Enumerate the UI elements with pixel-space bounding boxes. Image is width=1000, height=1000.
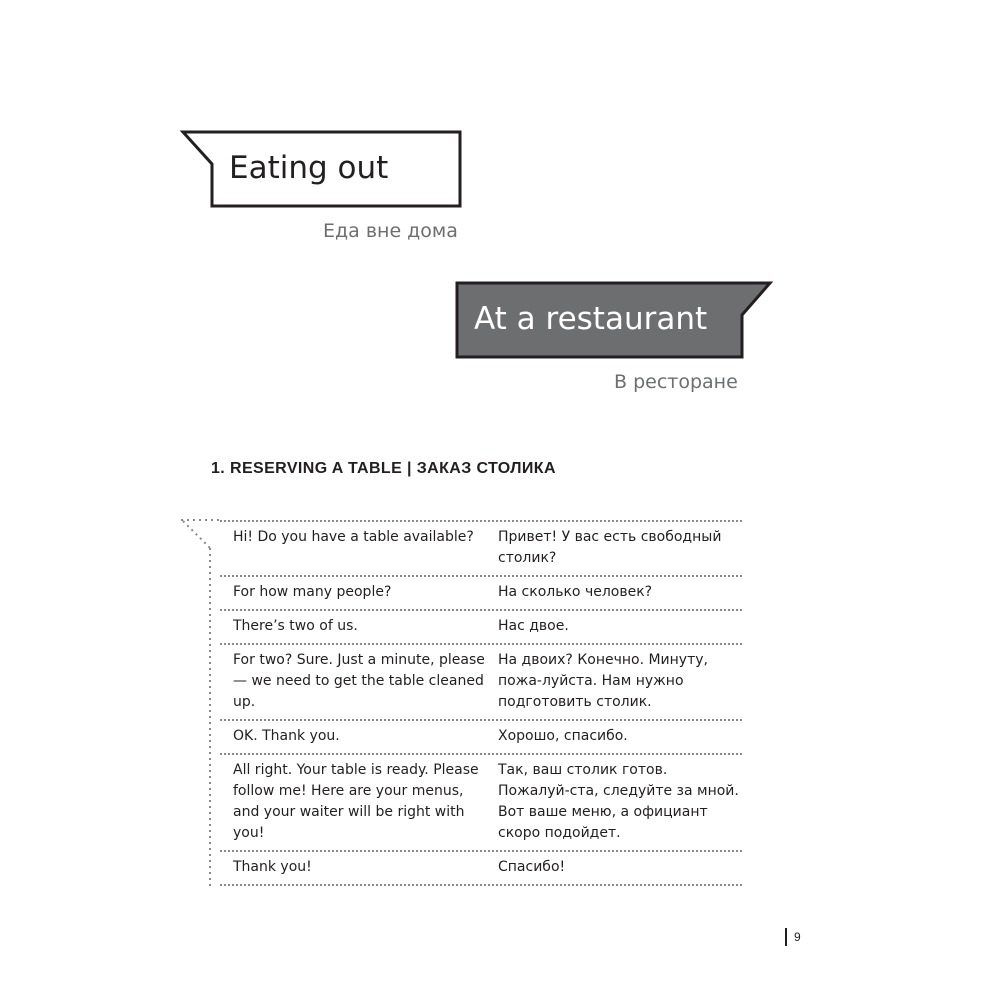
dialogue-row: [220, 721, 742, 755]
dialogue-row: [220, 577, 742, 611]
dialogue-russian: Хорошо, спасибо.: [498, 728, 628, 744]
topic-title: At a restaurant: [474, 301, 708, 337]
dialogue-english: Thank you!: [233, 859, 312, 875]
dialogue-row: [220, 611, 742, 645]
dialogue-russian: Спасибо!: [498, 859, 566, 875]
chapter-subtitle: Еда вне дома: [323, 220, 458, 242]
topic-subtitle: В ресторане: [614, 371, 738, 393]
dialogue-english: There’s two of us.: [233, 618, 358, 634]
dialogue-english: All right. Your table is ready. Please follow me! Here are your menus, and your waiter will be right with you!: [233, 762, 479, 841]
dialogue-english: Hi! Do you have a table available?: [233, 529, 474, 545]
dialogue-russian: Привет! У вас есть свободный столик?: [498, 529, 722, 566]
dialogue-tail-diagonal: [183, 521, 210, 548]
dialogue-russian: Нас двое.: [498, 618, 569, 634]
dialogue-row: [220, 755, 742, 852]
dialogue-english: For how many people?: [233, 584, 392, 600]
chapter-title: Eating out: [229, 150, 389, 186]
dialogue-russian: На сколько человек?: [498, 584, 653, 600]
dialogue-english: OK. Thank you.: [233, 728, 340, 744]
page-number: 9: [785, 928, 801, 946]
dialogue-russian: На двоих? Конечно. Минуту, пожа-луйста. Нам нужно подготовить столик.: [498, 652, 708, 710]
dialogue-row: [220, 522, 742, 577]
dialogue-english: For two? Sure. Just a minute, please — we need to get the table cleaned up.: [233, 652, 485, 710]
section-heading: 1. RESERVING A TABLE | ЗАКАЗ СТОЛИКА: [211, 460, 556, 477]
dialogue-row: [220, 852, 742, 886]
dialogue-row: [220, 645, 742, 721]
dialogue-russian: Так, ваш столик готов. Пожалуй-ста, следуйте за мной. Вот ваше меню, а официант скоро подойдет.: [498, 762, 739, 841]
dialogue-table: [220, 520, 742, 886]
